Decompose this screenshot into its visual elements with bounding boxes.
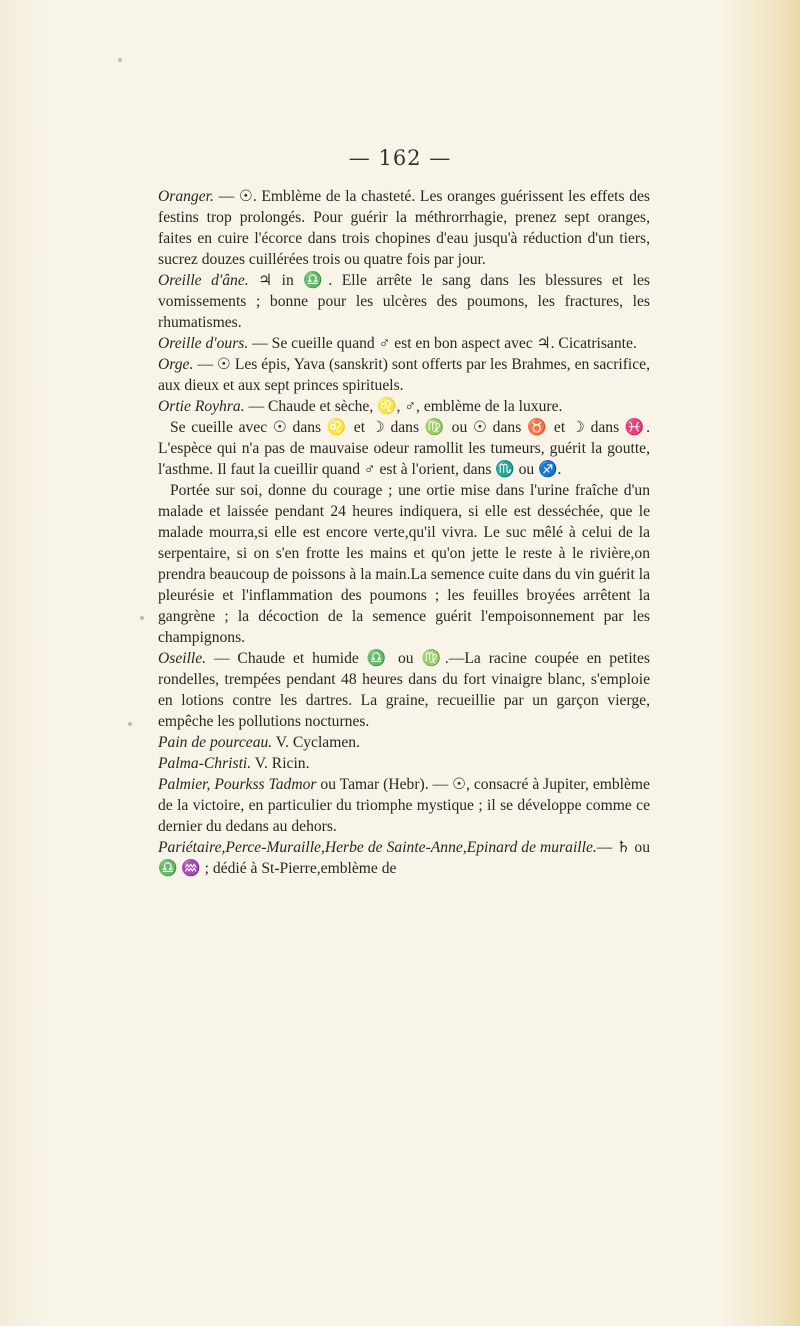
entry-oreille-ane (158, 270, 650, 333)
entry-pain-de-pourceau (158, 732, 650, 753)
entry-palma-christi (158, 753, 650, 774)
headword: Orge. (158, 356, 194, 373)
entry-body: ou Tamar (Hebr). — ☉, consacré à Jupiter, emblème de la victoire, en particulier du triomphe mystique ; il se développe comme ce dernier du dedans au dehors. (158, 776, 650, 835)
dictionary-text (158, 186, 650, 879)
headword: Oranger. (158, 188, 214, 205)
paper-speck (118, 58, 122, 62)
entry-body: — Chaude et humide ♎ ou ♍.—La racine coupée en petites rondelles, trempées pendant 48 heures dans du fort vinaigre blanc, s'emploie en lotions contre les dartres. La graine, recueillie par un garçon vierge, empêche les pollutions nocturnes. (158, 650, 650, 730)
paper-speck (128, 722, 132, 726)
entry-oranger (158, 186, 650, 270)
headword: Ortie Royhra. (158, 398, 245, 415)
entry-palmier (158, 774, 650, 837)
entry-parietaire (158, 837, 650, 879)
entry-body: — ☉. Emblème de la chasteté. Les oranges guérissent les effets des festins trop prolongés. Pour guérir la méthrorrhagie, prenez sept oranges, faites en cuire l'écorce dans trois chopines d'eau jusqu'à réduction d'un tiers, sucrez douzes cuillérées trois ou quatre fois par jour. (158, 188, 650, 268)
entry-oseille (158, 648, 650, 732)
headword: Palmier, Pourkss Tadmor (158, 776, 317, 793)
entry-body: V. Ricin. (251, 755, 310, 772)
ortie-paragraph-2: Portée sur soi, donne du courage ; une ortie mise dans l'urine fraîche d'un malade et laissée pendant 24 heures indiquera, si elle est desséchée, que le malade mourra,si elle est encore verte,qu'il vivra. Le suc mêlé à celui de la serpentaire, si on s'en frotte les mains et qu'on jette le reste à le rivière,on prendra beaucoup de poissons à la main.La semence cuite dans du vin guérit la pleurésie et l'inflammation des poumons ; les feuilles broyées arrêtent la gangrène ; la décoction de la semence guérit l'empoisonnement par les champignons. (158, 482, 650, 646)
headword: Palma-Christi. (158, 755, 252, 772)
entry-body: V. Cyclamen. (272, 734, 360, 751)
entry-orge (158, 354, 650, 396)
entry-body: ♃ in ♎. Elle arrête le sang dans les blessures et les vomissements ; bonne pour les ulcères des poumons, les fractures, les rhumatismes. (158, 272, 650, 331)
entry-body: — ♄ ou ♎ ♒ ; dédié à St-Pierre,emblème de (158, 839, 650, 877)
entry-body: — Chaude et sèche, ♌, ♂, emblème de la luxure. (244, 398, 563, 415)
headword: Pain de pourceau. (158, 734, 273, 751)
paper-speck (140, 616, 144, 620)
headword: Oreille d'ours. (158, 335, 249, 352)
headword: Oreille d'âne. (158, 272, 249, 289)
entry-body: — ☉ Les épis, Yava (sanskrit) sont offerts par les Brahmes, en sacrifice, aux dieux et aux sept princes spirituels. (158, 356, 650, 394)
headword: Pariétaire,Perce-Muraille,Herbe de Sainte-Anne,Epinard de muraille. (158, 839, 597, 856)
entry-oreille-ours (158, 333, 650, 354)
headword: Oseille. (158, 650, 207, 667)
page-number: — 162 — (348, 146, 452, 170)
ortie-paragraph-1: Se cueille avec ☉ dans ♌ et ☽ dans ♍ ou ☉ dans ♉ et ☽ dans ♓. L'espèce qui n'a pas de mauvaise odeur ramollit les tumeurs, guérit la goutte, l'asthme. Il faut la cueillir quand ♂ est à l'orient, dans ♏ ou ♐. (158, 419, 650, 478)
entry-body: — Se cueille quand ♂ est en bon aspect avec ♃. Cicatrisante. (248, 335, 637, 352)
entry-ortie (158, 396, 650, 417)
